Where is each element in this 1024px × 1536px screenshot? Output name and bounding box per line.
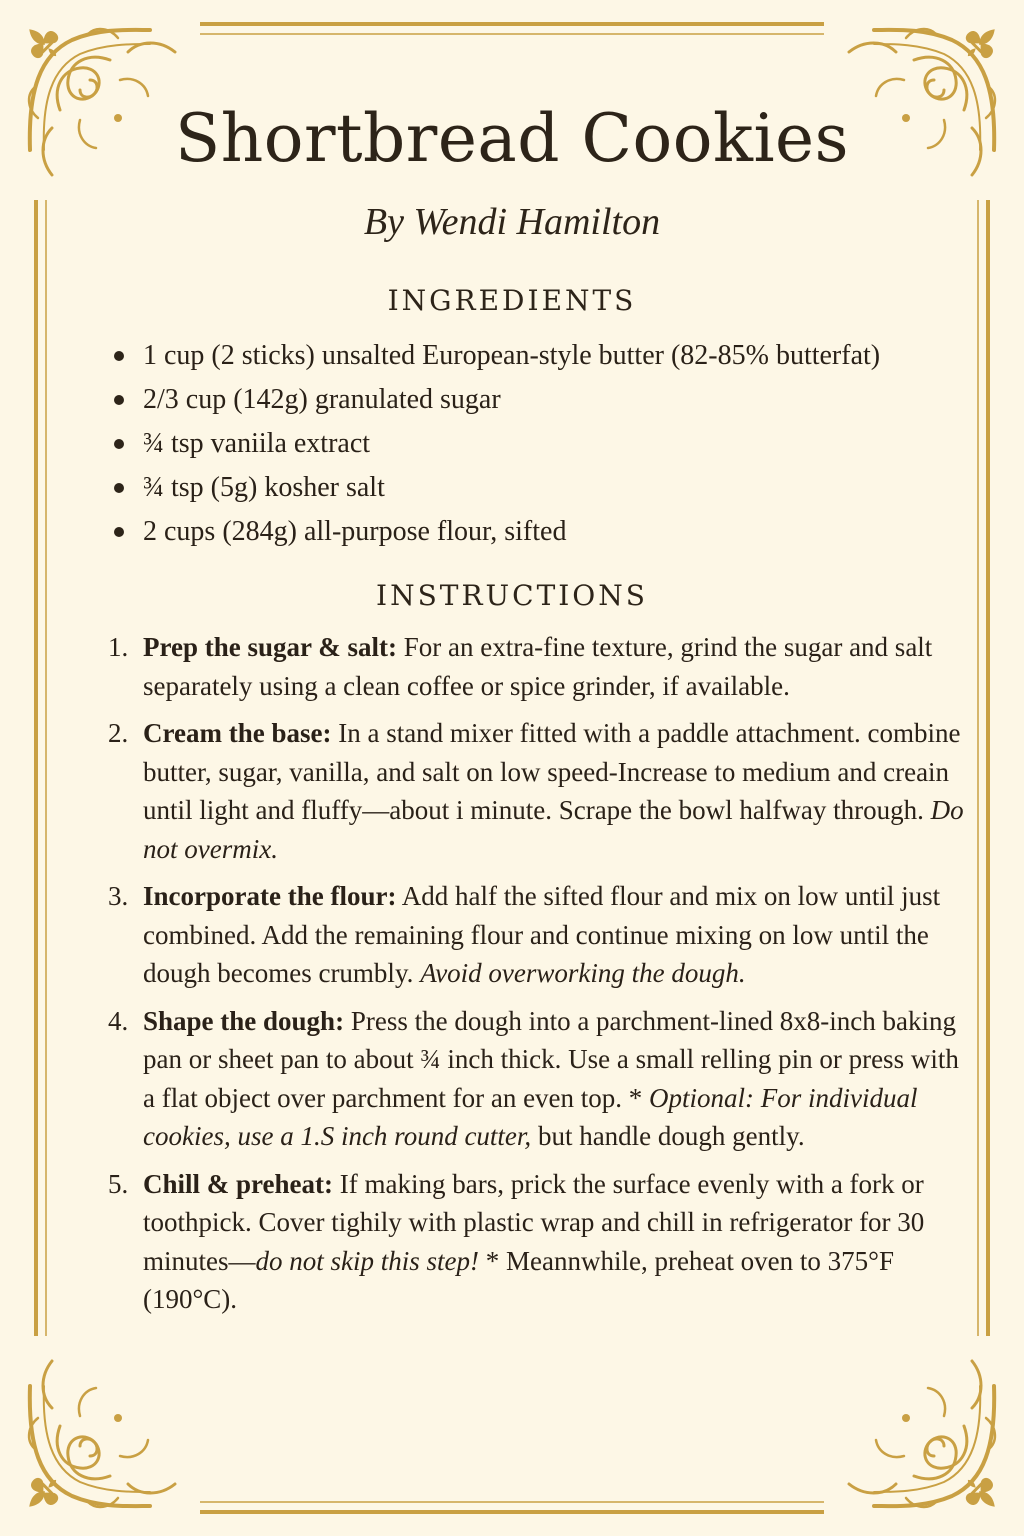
ingredient-item: ¾ tsp (5g) kosher salt	[108, 466, 988, 510]
ingredients-list	[108, 334, 988, 554]
step-text: Press the dough into a parchment-lined 8x8-inch baking pan or sheet pan to about ¾ inch thick. Use a small relling pin or press with a flat object over parchment for an even top. *	[143, 1005, 959, 1113]
ingredients-heading: INGREDIENTS	[387, 284, 637, 317]
bullet-icon	[114, 395, 124, 405]
bullet-icon	[114, 439, 124, 449]
instruction-step	[108, 877, 968, 993]
instructions-heading: INSTRUCTIONS	[376, 579, 648, 612]
bullet-icon	[114, 527, 124, 537]
step-number: 3.	[108, 881, 129, 911]
step-lead: Chill & preheat:	[143, 1168, 333, 1199]
step-lead: Prep the sugar & salt:	[143, 632, 397, 662]
step-lead: Cream the base:	[143, 718, 332, 748]
instruction-step	[108, 628, 968, 705]
step-tail: but handle dough gently.	[531, 1121, 805, 1151]
ingredient-item: 2/3 cup (142g) granulated sugar	[108, 378, 988, 422]
step-number: 5.	[108, 1168, 129, 1199]
step-text: If making bars, prick the surface evenly with a fork or toothpick. Cover tighily with plastic wrap and chill in refrigerator for 30 minutes—	[143, 1168, 925, 1276]
fleur-de-lis-icon	[957, 18, 1006, 67]
recipe-byline: By Wendi Hamilton	[363, 201, 661, 243]
step-text: In a stand mixer fitted with a paddle attachment. combine butter, sugar, vanilla, and salt on low speed-Increase to medium and creain until light and fluffy—about i minute. Scrape the bowl halfway through.	[143, 718, 961, 825]
instructions-list	[108, 628, 968, 1328]
instruction-step	[108, 1165, 968, 1319]
instruction-step	[108, 714, 968, 868]
step-note: do not skip this step!	[255, 1245, 479, 1276]
ingredient-item: 2 cups (284g) all-purpose flour, sifted	[108, 510, 988, 554]
step-text: Add half the sifted flour and mix on low until just combined. Add the remaining flour and continue mixing on low until the dough becomes crumbly.	[143, 881, 941, 988]
step-note: Optional: For individual cookies, use a 1.S inch round cutter,	[143, 1082, 918, 1151]
step-number: 2.	[108, 718, 129, 748]
step-number: 4.	[108, 1005, 129, 1036]
step-text: For an extra-fine texture, grind the sugar and salt separately using a clean coffee or spice grinder, if available.	[143, 632, 933, 701]
instruction-step	[108, 1002, 968, 1156]
step-note: Do not overmix.	[143, 795, 964, 864]
step-lead: Shape the dough:	[143, 1005, 345, 1036]
fleur-de-lis-icon	[18, 1469, 67, 1518]
step-lead: Incorporate the flour:	[143, 881, 397, 911]
step-number: 1.	[108, 632, 129, 662]
fleur-de-lis-icon	[18, 18, 67, 67]
corner-flourish-icon	[849, 1361, 995, 1507]
fleur-de-lis-icon	[957, 1469, 1006, 1518]
bullet-icon	[114, 351, 124, 361]
corner-flourish-icon	[29, 1361, 175, 1507]
step-tail: * Meannwhile, preheat oven to 375°F (190°C).	[143, 1245, 894, 1314]
step-note: Avoid overworking the dough.	[420, 958, 746, 988]
ingredient-item: ¾ tsp vaniila extract	[108, 422, 988, 466]
bullet-icon	[114, 483, 124, 493]
ingredient-item: 1 cup (2 sticks) unsalted European-style butter (82-85% butterfat)	[108, 334, 988, 378]
recipe-title: Shortbread Cookies	[175, 100, 849, 177]
